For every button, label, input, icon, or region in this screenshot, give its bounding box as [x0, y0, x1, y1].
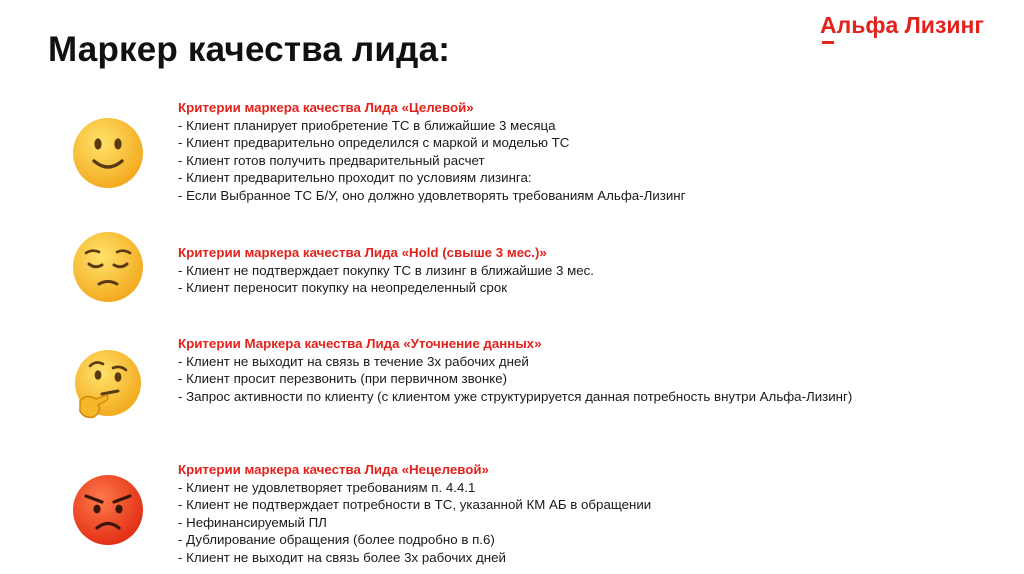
logo-underline [822, 41, 834, 44]
section-hold [178, 244, 898, 297]
section-target [178, 99, 898, 205]
list-item: - Клиент не выходит на связь более 3х рабочих дней [178, 549, 506, 565]
brand-logo: Альфа Лизинг [820, 12, 984, 38]
thinking-face-icon [72, 349, 144, 421]
list-item: - Клиент готов получить предварительный расчет [178, 152, 485, 168]
list-item: - Клиент не выходит на связь в течение 3х рабочих дней [178, 353, 529, 369]
list-item: - Нефинансируемый ПЛ [178, 514, 327, 530]
list-item: - Клиент не удовлетворяет требованиям п. 4.4.1 [178, 479, 476, 495]
list-item: - Клиент не подтверждает потребности в ТС, указанной КМ АБ в обращении [178, 497, 652, 513]
list-item: - Клиент планирует приобретение ТС в ближайшие 3 месяца [178, 117, 556, 133]
slightly-smiling-face-icon [72, 117, 144, 189]
list-item: - Дублирование обращения (более подробно в п.6) [178, 532, 495, 548]
section-clarification [178, 335, 898, 405]
list-item: - Запрос активности по клиенту (с клиентом уже структурируется данная потребность внутри Альфа-Лизинг) [178, 388, 853, 404]
list-item: - Клиент предварительно проходит по условиям лизинга: [178, 170, 532, 186]
section-title: Критерии маркера качества Лида «Целевой» [178, 100, 474, 115]
list-item: - Клиент просит перезвонить (при первичном звонке) [178, 371, 508, 387]
list-item: - Если Выбранное ТС Б/У, оно должно удовлетворять требованиям Альфа-Лизинг [178, 187, 686, 203]
page-title: Маркер качества лида: [48, 30, 451, 69]
section-title: Критерии Маркера качества Лида «Уточнение данных» [178, 336, 542, 351]
angry-face-icon [72, 474, 144, 546]
list-item: - Клиент не подтверждает покупку ТС в лизинг в ближайшие 3 мес. [178, 262, 594, 278]
section-title: Критерии маркера качества Лида «Hold (свыше 3 мес.)» [178, 245, 547, 260]
section-title: Критерии маркера качества Лида «Нецелевой» [178, 462, 489, 477]
pensive-face-icon [72, 231, 144, 303]
section-non-target [178, 461, 898, 567]
list-item: - Клиент переносит покупку на неопределенный срок [178, 280, 508, 296]
list-item: - Клиент предварительно определился с маркой и моделью ТС [178, 135, 570, 151]
